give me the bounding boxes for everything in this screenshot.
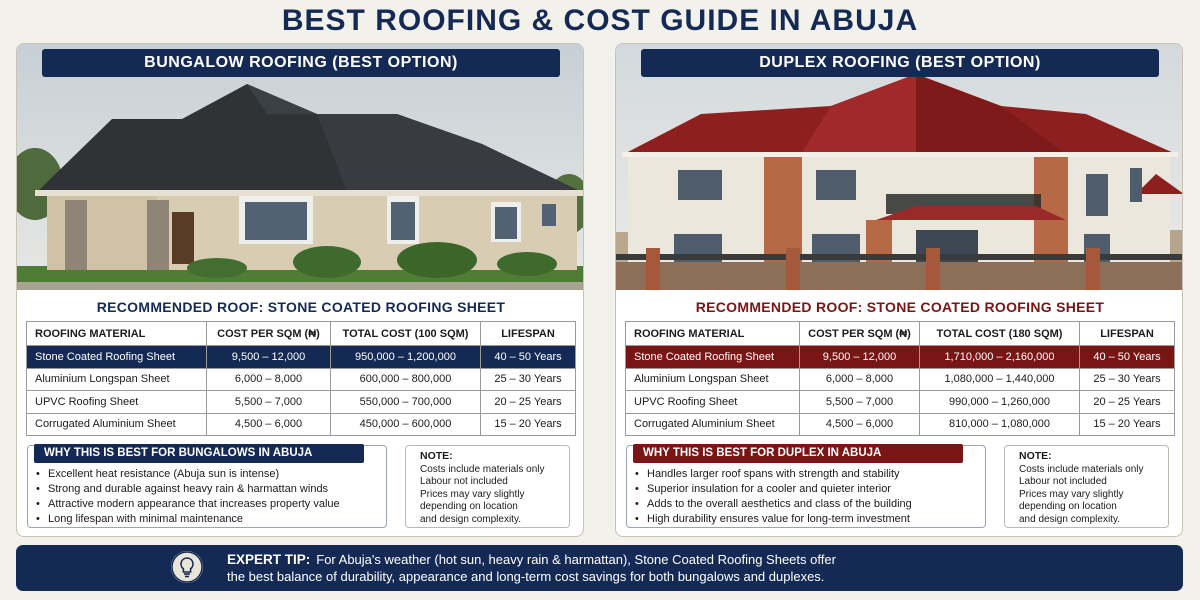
table-header-row	[626, 322, 1175, 346]
note-line: and design complexity.	[1019, 513, 1120, 525]
cell-material: UPVC Roofing Sheet	[27, 391, 207, 414]
cell-lifespan: 15 – 20 Years	[1080, 413, 1175, 436]
table-header-row	[27, 322, 576, 346]
bungalow-note-box	[405, 445, 570, 528]
lightbulb-icon	[171, 551, 203, 583]
table-row	[626, 413, 1175, 436]
cell-lifespan: 40 – 50 Years	[1080, 346, 1175, 369]
duplex-photo	[616, 44, 1183, 290]
header-lifespan: LIFESPAN	[1080, 322, 1175, 346]
expert-tip-label: EXPERT TIP:	[227, 552, 311, 567]
cell-lifespan: 20 – 25 Years	[1080, 391, 1175, 414]
cell-material: Corrugated Aluminium Sheet	[626, 413, 800, 436]
cell-total-cost: 1,710,000 – 2,160,000	[920, 346, 1080, 369]
table-row	[27, 346, 576, 369]
table-row	[27, 391, 576, 414]
cell-total-cost: 810,000 – 1,080,000	[920, 413, 1080, 436]
expert-tip-line-2: the best balance of durability, appearance and long-term cost savings for both bungalows and duplexes.	[227, 569, 825, 584]
header-total-cost: TOTAL COST (100 SQM)	[331, 322, 481, 346]
cell-lifespan: 15 – 20 Years	[481, 413, 576, 436]
list-item: • Strong and durable against heavy rain & harmattan winds	[36, 483, 329, 495]
bullet-icon: •	[635, 468, 639, 480]
list-item: • Adds to the overall aesthetics and class of the building	[635, 498, 912, 510]
bungalow-cost-table	[26, 321, 576, 436]
cell-total-cost: 450,000 – 600,000	[331, 413, 481, 436]
cell-cost-per-sqm: 4,500 – 6,000	[207, 413, 331, 436]
header-material: ROOFING MATERIAL	[626, 322, 800, 346]
cell-cost-per-sqm: 9,500 – 12,000	[800, 346, 920, 369]
duplex-recommended-title: RECOMMENDED ROOF: STONE COATED ROOFING SHEET	[695, 299, 1105, 315]
table-row	[626, 368, 1175, 391]
bullet-icon: •	[635, 513, 639, 525]
cell-lifespan: 25 – 30 Years	[481, 368, 576, 391]
cell-material: Stone Coated Roofing Sheet	[27, 346, 207, 369]
expert-tip-text	[227, 551, 1107, 585]
list-item: • Excellent heat resistance (Abuja sun is intense)	[36, 468, 280, 480]
list-item: • Superior insulation for a cooler and quieter interior	[635, 483, 891, 495]
list-item: • Long lifespan with minimal maintenance	[36, 513, 244, 525]
cell-lifespan: 40 – 50 Years	[481, 346, 576, 369]
note-line: and design complexity.	[420, 513, 521, 525]
bungalow-panel	[16, 43, 584, 537]
list-item: • Handles larger roof spans with strength and stability	[635, 468, 900, 480]
expert-tip-bar	[16, 545, 1183, 591]
note-line: Costs include materials only	[420, 463, 545, 475]
cell-lifespan: 20 – 25 Years	[481, 391, 576, 414]
cell-cost-per-sqm: 5,500 – 7,000	[800, 391, 920, 414]
cell-total-cost: 990,000 – 1,260,000	[920, 391, 1080, 414]
cell-total-cost: 1,080,000 – 1,440,000	[920, 368, 1080, 391]
note-title: NOTE:	[1019, 450, 1052, 462]
duplex-why-list	[635, 467, 912, 527]
cell-cost-per-sqm: 4,500 – 6,000	[800, 413, 920, 436]
bungalow-why-box	[27, 445, 387, 528]
cell-lifespan: 25 – 30 Years	[1080, 368, 1175, 391]
duplex-note-box	[1004, 445, 1169, 528]
cell-material: Aluminium Longspan Sheet	[27, 368, 207, 391]
bullet-icon: •	[635, 498, 639, 510]
table-row	[27, 368, 576, 391]
duplex-cost-table	[625, 321, 1175, 436]
cell-material: Corrugated Aluminium Sheet	[27, 413, 207, 436]
bungalow-why-list	[36, 467, 340, 527]
duplex-why-box	[626, 445, 986, 528]
cell-material: UPVC Roofing Sheet	[626, 391, 800, 414]
cell-cost-per-sqm: 9,500 – 12,000	[207, 346, 331, 369]
cell-material: Aluminium Longspan Sheet	[626, 368, 800, 391]
bullet-icon: •	[36, 483, 40, 495]
bungalow-why-title: WHY THIS IS BEST FOR BUNGALOWS IN ABUJA	[34, 444, 364, 463]
table-row	[626, 346, 1175, 369]
table-row	[27, 413, 576, 436]
bullet-icon: •	[635, 483, 639, 495]
bullet-icon: •	[36, 513, 40, 525]
cell-material: Stone Coated Roofing Sheet	[626, 346, 800, 369]
cell-cost-per-sqm: 6,000 – 8,000	[207, 368, 331, 391]
list-item: • Attractive modern appearance that increases property value	[36, 498, 340, 510]
note-line: depending on location	[420, 501, 518, 512]
cell-total-cost: 550,000 – 700,000	[331, 391, 481, 414]
page-title: BEST ROOFING & COST GUIDE IN ABUJA	[281, 4, 919, 37]
header-cost-per-sqm: COST PER SQM (₦)	[207, 322, 331, 346]
duplex-banner: DUPLEX ROOFING (BEST OPTION)	[641, 49, 1159, 77]
duplex-why-title: WHY THIS IS BEST FOR DUPLEX IN ABUJA	[633, 444, 963, 463]
header-cost-per-sqm: COST PER SQM (₦)	[800, 322, 920, 346]
header-material: ROOFING MATERIAL	[27, 322, 207, 346]
bullet-icon: •	[36, 468, 40, 480]
cell-cost-per-sqm: 5,500 – 7,000	[207, 391, 331, 414]
cell-total-cost: 950,000 – 1,200,000	[331, 346, 481, 369]
bungalow-recommended-title: RECOMMENDED ROOF: STONE COATED ROOFING SHEET	[96, 299, 506, 315]
note-line: depending on location	[1019, 501, 1117, 512]
expert-tip-line-1: For Abuja's weather (hot sun, heavy rain & harmattan), Stone Coated Roofing Sheets offer	[316, 552, 836, 567]
note-line: Prices may vary slightly	[420, 488, 525, 500]
table-row	[626, 391, 1175, 414]
note-line: Costs include materials only	[1019, 463, 1144, 475]
cell-total-cost: 600,000 – 800,000	[331, 368, 481, 391]
list-item: • High durability ensures value for long-term investment	[635, 513, 910, 525]
bullet-icon: •	[36, 498, 40, 510]
note-line: Prices may vary slightly	[1019, 488, 1124, 500]
note-line: Labour not included	[420, 476, 508, 487]
note-title: NOTE:	[420, 450, 453, 462]
bungalow-banner: BUNGALOW ROOFING (BEST OPTION)	[42, 49, 560, 77]
duplex-panel	[615, 43, 1183, 537]
bungalow-photo	[17, 44, 584, 290]
header-total-cost: TOTAL COST (180 SQM)	[920, 322, 1080, 346]
cell-cost-per-sqm: 6,000 – 8,000	[800, 368, 920, 391]
header-lifespan: LIFESPAN	[481, 322, 576, 346]
note-line: Labour not included	[1019, 476, 1107, 487]
